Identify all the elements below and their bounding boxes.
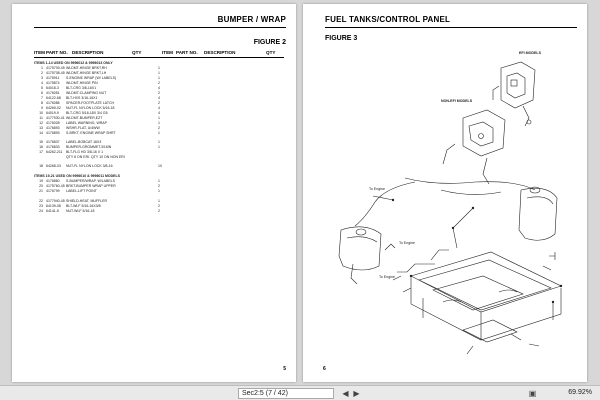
part-description: LABEL-BOBCAT 16X3 [66,140,102,144]
title-rule [325,27,577,28]
parts-row [34,131,164,136]
item-number: 3 [41,76,43,80]
zoom-level[interactable]: 69.92% [568,389,592,396]
page-number: 6 [323,366,326,372]
efi-models-label: EFI MODELS [519,51,541,55]
page-title: FUEL TANKS/CONTROL PANEL [325,15,451,24]
item-number: 21 [39,189,43,193]
part-description: BLT-CRG 3/8-16X1 [66,86,97,90]
exploded-parts-diagram [323,40,573,358]
part-description: BLT-HXS 3/16-16X1 [66,96,98,100]
part-number: 4175760-45 [46,184,65,188]
col-part-no: PART NO. [176,50,198,55]
part-qty: 1 [158,116,160,120]
part-description: BLT-WLF 5/16-16X3/8 [66,204,101,208]
part-number: 4177940-45 [46,199,65,203]
figure-label: FIGURE 3 [325,35,358,42]
part-number: 4177930-41 [46,116,65,120]
part-number: 4175708-45 [46,71,65,75]
page-number-field[interactable]: Sec2:5 (7 / 42) [238,388,334,399]
item-number: 13 [39,126,43,130]
chevron-right-icon[interactable]: ▶ [353,389,360,398]
part-qty: 1 [158,121,160,125]
part-description: NUT-FL NYLON LOCK 5/16-18 [66,106,115,110]
item-number: 15 [39,140,43,144]
item-number: 1 [41,66,43,70]
item-number: 17 [39,150,43,154]
item-number: 9 [41,106,43,110]
part-description: NUT-WLF 5/16-18 [66,209,95,213]
item-number: 19 [39,179,43,183]
part-description: QTY 6 ON ERI. QTY 10 ON NON ERI [66,155,125,159]
part-qty: 1 [158,189,160,193]
item-number: 14 [39,131,43,135]
part-number: 64262-211 [46,150,63,154]
part-qty: 1 [158,199,160,203]
part-qty: 4 [158,86,160,90]
item-number: 22 [39,199,43,203]
col-qty: QTY [132,50,142,55]
part-number: 64019-9 [46,111,59,115]
col-description: DESCRIPTION [204,50,236,55]
parts-row [34,155,164,160]
part-description: S-BUMPER/WRAP, W/LABELS [66,179,115,183]
part-description: WLDMT-CLAMPING NUT [66,91,107,95]
item-number: 2 [41,71,43,75]
part-description: LABEL WARNING, WRAP [66,121,107,125]
part-qty: 1 [158,140,160,144]
chevron-left-icon[interactable]: ◀ [342,389,349,398]
item-number: 23 [39,204,43,208]
part-description: WLDMT-HINGE BRKT,LH [66,71,107,75]
part-number: 64139-08 [46,204,61,208]
part-qty: 1 [158,66,160,70]
part-description: WLDMT-HINGE BRKT,RH [66,66,107,70]
part-qty: 2 [158,209,160,213]
part-description: SPACER-FOOTPLATE LATCH [66,101,115,105]
non-efi-models-label: NON-EFI MODELS [441,99,473,103]
part-qty: 2 [158,126,160,130]
part-number: 4176086 [46,101,60,105]
part-qty: 10 [158,164,162,168]
parts-list [34,60,164,214]
part-qty: 1 [158,179,160,183]
part-qty: 1 [158,145,160,149]
part-description: BRKT-BUMPER WRAP UPPER [66,184,116,188]
to-engine-label: To Engine [379,275,395,279]
part-description: LABEL-LIFT POINT [66,189,97,193]
part-description: BUMPER-GROMMET,3/16IN [66,145,112,149]
item-number: 5 [41,86,43,90]
col-item: ITEM [162,50,173,55]
page-left [12,4,296,382]
group-heading: ITEMS 1-14 USED ON 9996012 & 9996013 ONLY [34,61,113,65]
page-right [303,4,587,382]
item-number: 20 [39,184,43,188]
parts-row [34,209,164,214]
part-number: 4175709-45 [46,66,65,70]
part-number: 4176860 [46,179,60,183]
page-title: BUMPER / WRAP [217,15,286,24]
part-qty: 2 [158,101,160,105]
item-number: 8 [41,101,43,105]
part-number: 64141-5 [46,209,59,213]
part-description: S-ENGINE WRAP (W/ LABELS) [66,76,117,80]
part-qty: 4 [158,96,160,100]
parts-row [34,164,164,169]
part-qty: 2 [158,91,160,95]
part-number: 4176799 [46,189,60,193]
part-qty: 2 [158,81,160,85]
part-number: 4176051 [46,91,60,95]
part-number: 4176893 [46,126,60,130]
figure-label: FIGURE 2 [253,39,286,46]
item-number: 18 [39,164,43,168]
part-qty: 4 [158,111,160,115]
part-number: 4176028 [46,121,60,125]
part-number: 4176837 [46,140,60,144]
part-description: SHIELD-HEAT, MUFFLER [66,199,107,203]
item-number: 24 [39,209,43,213]
part-number: 4176893 [46,131,60,135]
col-item: ITEM [34,50,45,55]
part-qty: 1 [158,76,160,80]
part-qty: 1 [158,131,160,135]
part-description: BLT-FLG HD 3/8-16 X 1 [66,150,104,154]
item-number: 4 [41,81,43,85]
status-bar [0,385,600,400]
part-number: 64018-3 [46,86,59,90]
part-number: 64269-02 [46,106,61,110]
item-number: 11 [39,116,43,120]
part-qty: 1 [158,71,160,75]
part-number: 4176833 [46,145,60,149]
part-number: 64268-03 [46,164,61,168]
part-number: 64122-68 [46,96,61,100]
group-heading: ITEMS 19-21 USED ON 9996010 & 9996011 MODELS [34,174,120,178]
part-description: WSHR-FLAT, U/4WW [66,126,100,130]
col-qty: QTY [266,50,276,55]
item-number: 7 [41,96,43,100]
part-number: 4175874 [46,81,60,85]
page-number: 5 [283,366,286,372]
part-description: BLT-CRG 5/16-18X 3/4 G5 [66,111,108,115]
part-number: 4175911 [46,76,60,80]
part-description: WLDMT-BUMPER,EZT [66,116,103,120]
title-rule [34,27,286,28]
to-engine-label: To Engine [369,187,385,191]
part-description: NUT-FL NYLON LOCK 3/8-16 [66,164,113,168]
item-number: 16 [39,145,43,149]
part-qty: 4 [158,106,160,110]
col-part-no: PART NO. [46,50,68,55]
part-qty: 2 [158,184,160,188]
part-qty: 2 [158,204,160,208]
col-description: DESCRIPTION [72,50,104,55]
item-number: 12 [39,121,43,125]
part-description: WLDMT-HINGE PIN [66,81,98,85]
parts-table-header [34,48,284,58]
fit-page-icon[interactable]: ▣ [528,389,537,398]
item-number: 6 [41,91,43,95]
part-description: S-BRKT, ENGINE WRAP SHRT [66,131,116,135]
item-number: 10 [39,111,43,115]
to-engine-label: To Engine [399,241,415,245]
